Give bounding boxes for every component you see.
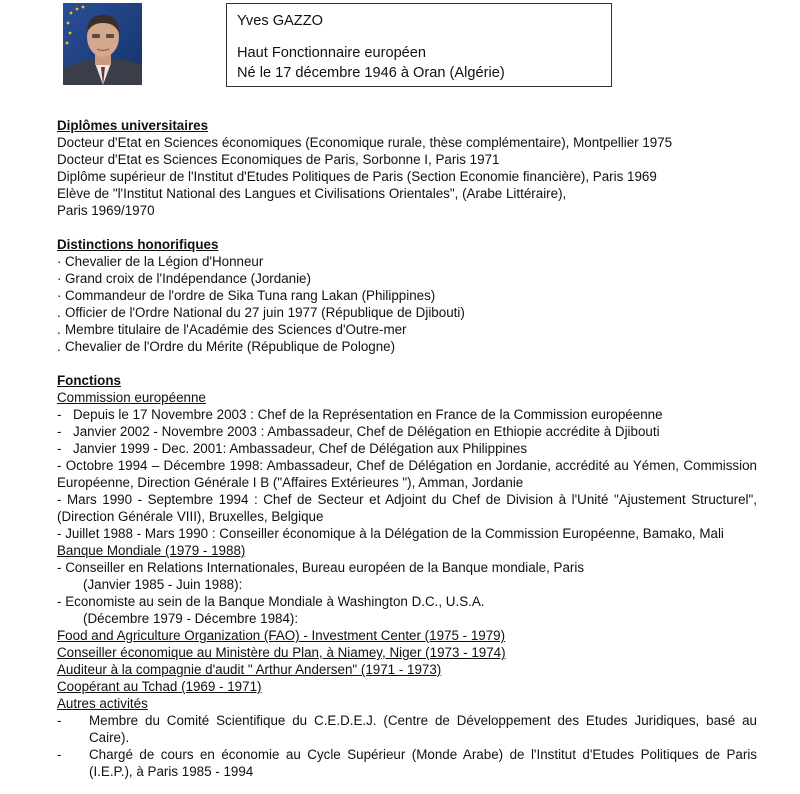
distinction-item	[57, 287, 757, 304]
activity-item: - Membre du Comité Scientifique du C.E.D.E.J. (Centre de Développement des Etudes Juridiques, basé au Caire).	[57, 713, 757, 745]
bullet-marker: .	[57, 305, 61, 320]
bullet-marker: ·	[57, 288, 62, 303]
person-birth: Né le 17 décembre 1946 à Oran (Algérie)	[237, 65, 505, 81]
distinction-text: Grand croix de l'Indépendance (Jordanie)	[65, 271, 311, 286]
function-text: Janvier 2002 - Novembre 2003 : Ambassadeur, Chef de Délégation en Ethiopie accrédite à Djibouti	[73, 424, 660, 439]
person-title: Haut Fonctionnaire européen	[237, 45, 427, 61]
identity-box	[226, 3, 612, 87]
activity-item: - Chargé de cours en économie au Cycle Supérieur (Monde Arabe) de l'Institut d'Etudes Politiques de Paris (I.E.P.), à Paris 1985 - 1994	[57, 747, 757, 779]
subheading-autres: Autres activités	[57, 696, 148, 711]
distinction-item	[57, 304, 757, 321]
portrait-photo	[63, 3, 142, 85]
distinction-text: Officier de l'Ordre National du 27 juin 1977 (République de Djibouti)	[65, 305, 465, 320]
function-text: Mars 1990 - Septembre 1994 : Chef de Secteur et Adjoint du Chef de Division à l'Unité "Ajustement Structurel", (Direction Générale VIII), Bruxelles, Belgique	[57, 492, 757, 524]
diploma-line: Docteur d'Etat es Sciences Economiques de Paris, Sorbonne I, Paris 1971	[57, 152, 500, 167]
banque-text: Conseiller en Relations Internationales, Bureau européen de la Banque mondiale, Paris	[65, 560, 585, 575]
function-text: Juillet 1988 - Mars 1990 : Conseiller économique à la Délégation de la Commission Européenne, Bamako, Mali	[65, 526, 724, 541]
banque-period: (Janvier 1985 - Juin 1988):	[83, 577, 243, 592]
function-item: - Janvier 1999 - Dec. 2001: Ambassadeur, Chef de Délégation aux Philippines	[57, 440, 757, 457]
person-name: Yves GAZZO	[237, 13, 323, 29]
function-text: Octobre 1994 – Décembre 1998: Ambassadeur, Chef de Délégation en Jordanie, accrédité au Yémen, Commission Européenne, Direction Générale I B ("Affaires Extérieures "), Amman, Jordanie	[57, 458, 757, 490]
bullet-marker: ·	[57, 271, 62, 286]
function-text: Depuis le 17 Novembre 2003 : Chef de la Représentation en France de la Commission européenne	[73, 407, 663, 422]
subheading-fao: Food and Agriculture Organization (FAO) - Investment Center (1975 - 1979)	[57, 628, 506, 643]
function-item: - Janvier 2002 - Novembre 2003 : Ambassadeur, Chef de Délégation en Ethiopie accrédite à Djibouti	[57, 423, 757, 440]
subheading-tchad: Coopérant au Tchad (1969 - 1971)	[57, 679, 262, 694]
section-title-diplomes: Diplômes universitaires	[57, 118, 209, 133]
function-item: - Octobre 1994 – Décembre 1998: Ambassadeur, Chef de Délégation en Jordanie, accrédité au Yémen, Commission Européenne, Direction Générale I B ("Affaires Extérieures "), Amman, Jordanie	[57, 458, 757, 490]
distinction-item	[57, 270, 757, 287]
diploma-line: Elève de "l'Institut National des Langues et Civilisations Orientales", (Arabe Littéraire),	[57, 186, 567, 201]
function-item: - Mars 1990 - Septembre 1994 : Chef de Secteur et Adjoint du Chef de Division à l'Unité "Ajustement Structurel", (Direction Générale VIII), Bruxelles, Belgique	[57, 492, 757, 524]
bullet-marker: ·	[57, 254, 62, 269]
subheading-commission: Commission européenne	[57, 390, 206, 405]
function-item: - Juillet 1988 - Mars 1990 : Conseiller économique à la Délégation de la Commission Européenne, Bamako, Mali	[57, 526, 724, 541]
distinction-text: Membre titulaire de l'Académie des Sciences d'Outre-mer	[65, 322, 407, 337]
function-text: Janvier 1999 - Dec. 2001: Ambassadeur, Chef de Délégation aux Philippines	[73, 441, 528, 456]
banque-item: - Conseiller en Relations Internationales, Bureau européen de la Banque mondiale, Paris	[57, 560, 585, 575]
banque-period: (Décembre 1979 - Décembre 1984):	[83, 611, 299, 626]
section-title-fonctions: Fonctions	[57, 373, 121, 388]
bullet-marker: .	[57, 322, 61, 337]
distinction-item	[57, 321, 757, 338]
distinction-text: Chevalier de la Légion d'Honneur	[65, 254, 264, 269]
diploma-line: Diplôme supérieur de l'Institut d'Etudes Politiques de Paris (Section Economie financière), Paris 1969	[57, 169, 657, 184]
activity-text: Membre du Comité Scientifique du C.E.D.E.J. (Centre de Développement des Etudes Juridiques, basé au Caire).	[89, 713, 757, 745]
bullet-marker: .	[57, 339, 61, 354]
distinction-item	[57, 253, 757, 270]
distinction-text: Chevalier de l'Ordre du Mérite (République de Pologne)	[65, 339, 396, 354]
diploma-line: Docteur d'Etat en Sciences économiques (Economique rurale, thèse complémentaire), Montpellier 1975	[57, 135, 673, 150]
banque-text: Economiste au sein de la Banque Mondiale à Washington D.C., U.S.A.	[65, 594, 485, 609]
subheading-niger: Conseiller économique au Ministère du Plan, à Niamey, Niger (1973 - 1974)	[57, 645, 506, 660]
function-item: - Depuis le 17 Novembre 2003 : Chef de la Représentation en France de la Commission européenne	[57, 406, 757, 423]
banque-item: - Economiste au sein de la Banque Mondiale à Washington D.C., U.S.A.	[57, 594, 485, 609]
distinction-item	[57, 338, 757, 355]
activity-text: Chargé de cours en économie au Cycle Supérieur (Monde Arabe) de l'Institut d'Etudes Politiques de Paris (I.E.P.), à Paris 1985 - 1994	[89, 747, 757, 779]
distinction-text: Commandeur de l'ordre de Sika Tuna rang Lakan (Philippines)	[65, 288, 436, 303]
section-title-distinctions: Distinctions honorifiques	[57, 237, 219, 252]
diploma-line: Paris 1969/1970	[57, 203, 155, 218]
subheading-banque: Banque Mondiale (1979 - 1988)	[57, 543, 246, 558]
subheading-andersen: Auditeur à la compagnie d'audit " Arthur Andersen" (1971 - 1973)	[57, 662, 442, 677]
cv-content	[57, 117, 757, 780]
